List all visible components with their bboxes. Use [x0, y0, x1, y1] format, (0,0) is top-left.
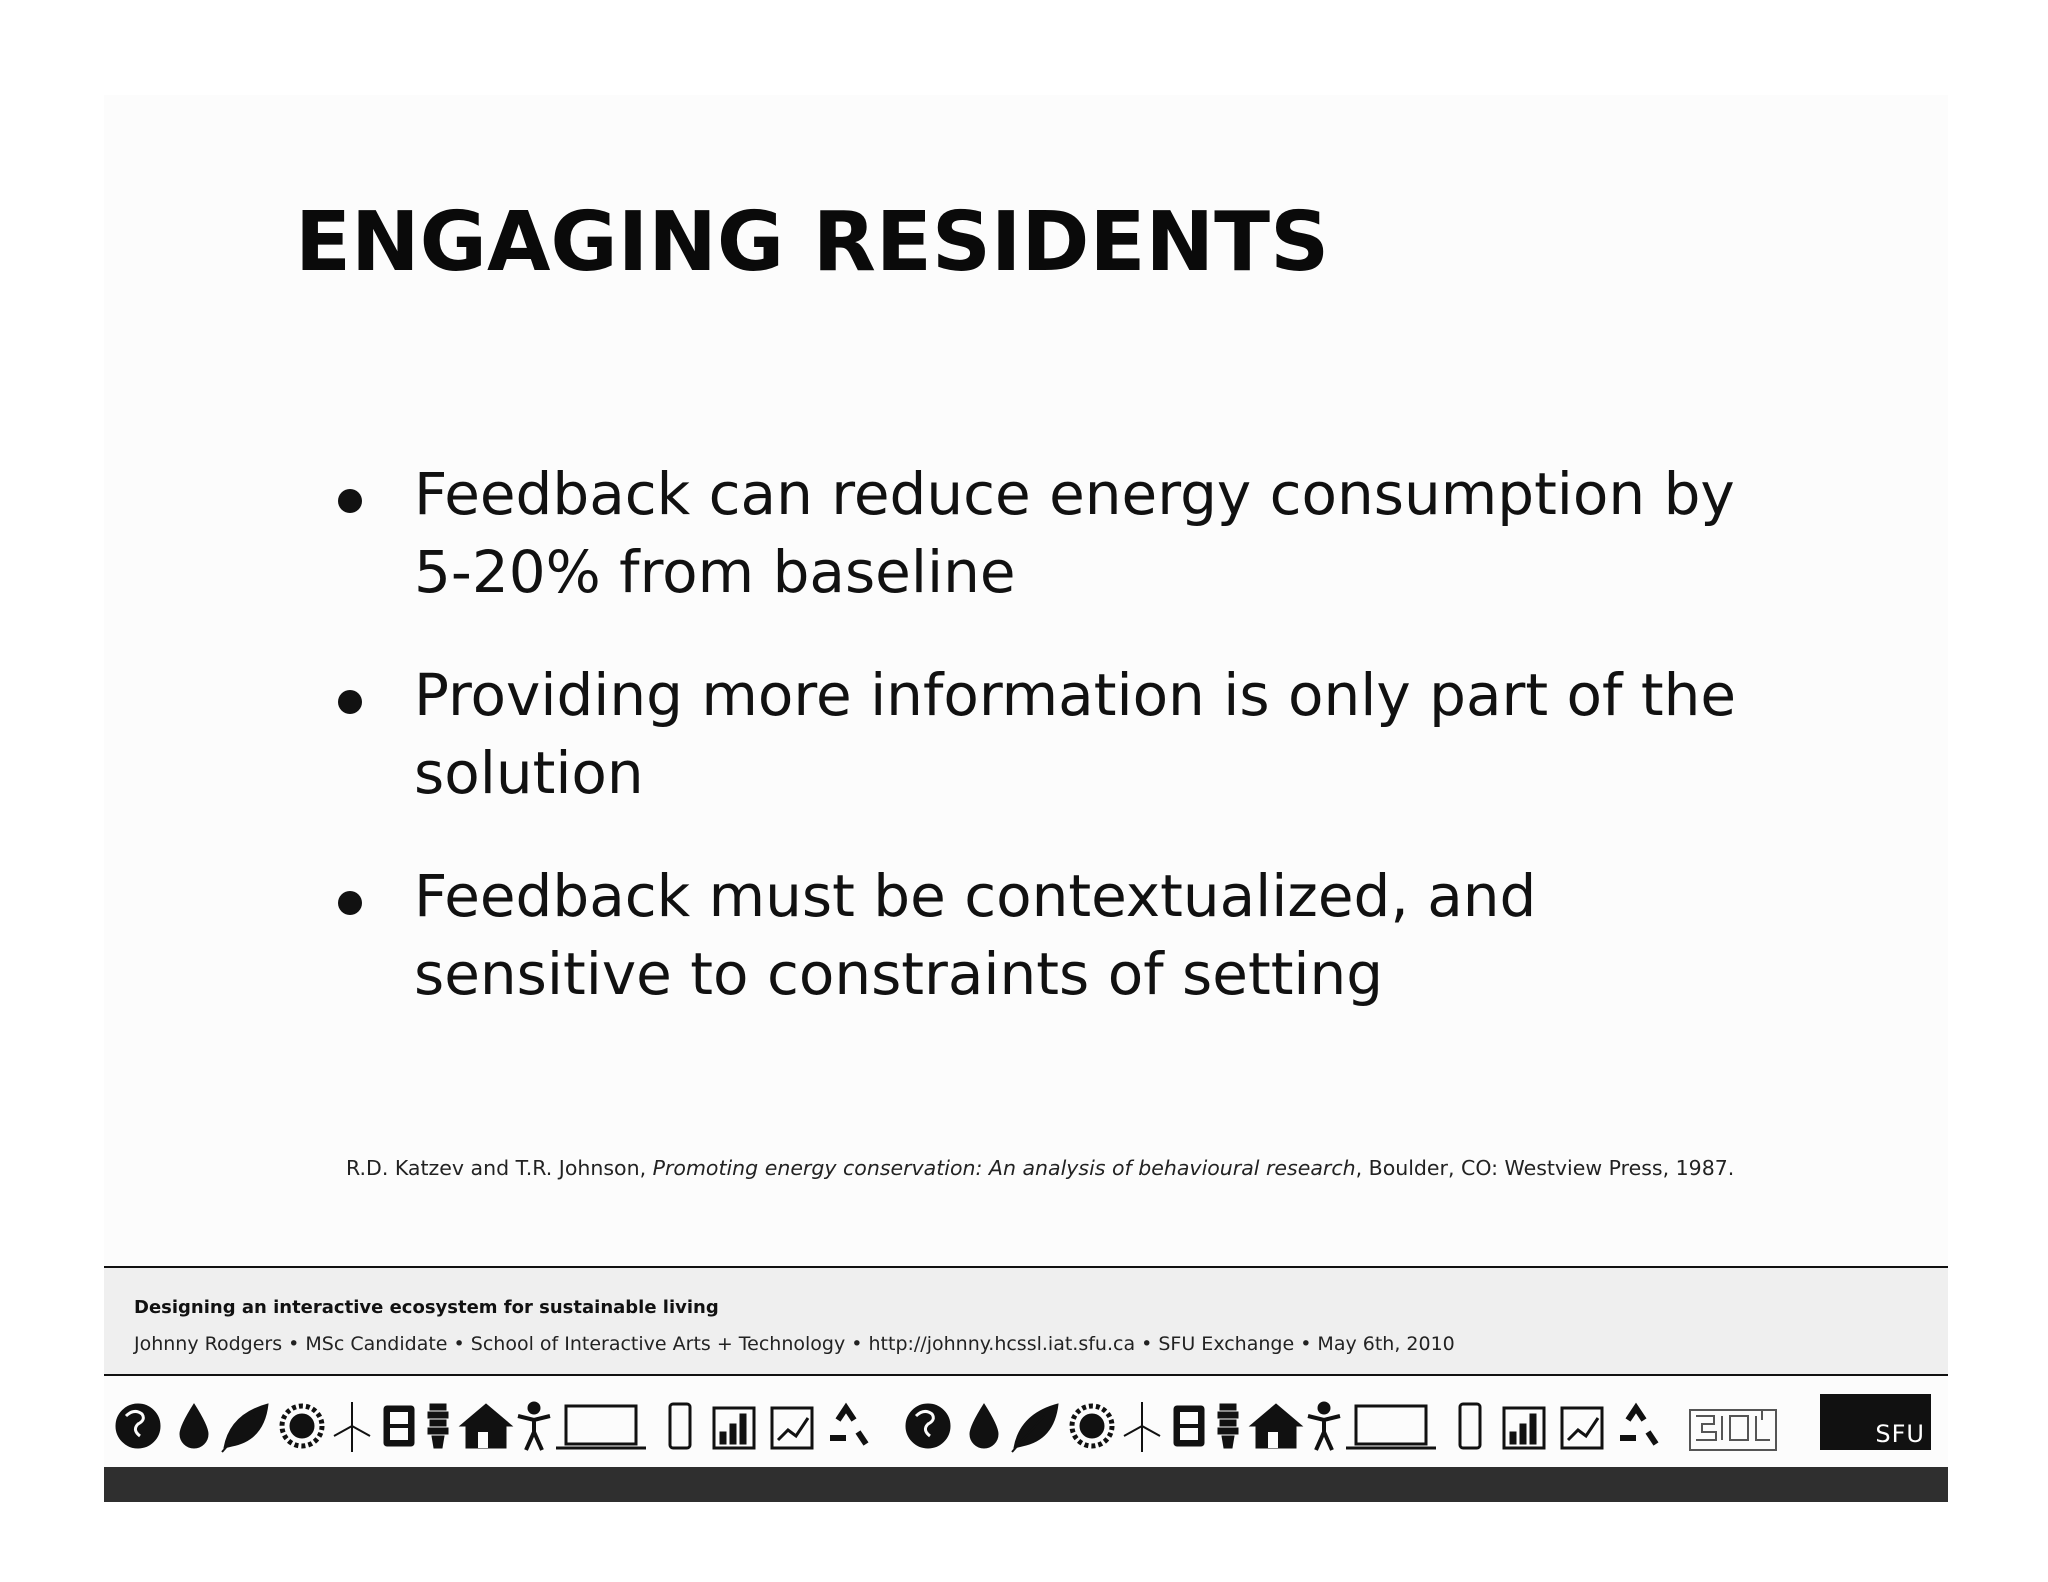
- bullet-line-1: Providing more information is only part of the: [414, 661, 1737, 729]
- bullet-line-1: Feedback must be contextualized, and: [414, 862, 1537, 930]
- sfu-logo-text: SFU: [1875, 1420, 1925, 1448]
- citation: [346, 1156, 1734, 1180]
- citation-work: Promoting energy conservation: An analysis of behavioural research: [652, 1156, 1356, 1180]
- footer-band: [104, 1266, 1948, 1376]
- bullet-dot: [338, 489, 362, 513]
- bullet-dot: [338, 891, 362, 915]
- bullet-item: [330, 656, 1750, 812]
- citation-publisher: , Boulder, CO: Westview Press, 1987.: [1355, 1156, 1735, 1180]
- bullet-line-2: sensitive to constraints of setting: [414, 940, 1384, 1008]
- footer-title: Designing an interactive ecosystem for sustainable living: [134, 1297, 719, 1318]
- bullet-line-1: Feedback can reduce energy consumption by: [414, 460, 1735, 528]
- sfu-logo: [1820, 1394, 1931, 1450]
- bullet-line-2: 5-20% from baseline: [414, 538, 1016, 606]
- footer-meta: Johnny Rodgers • MSc Candidate • School of Interactive Arts + Technology • http://johnny.hcssl.iat.sfu.ca • SFU Exchange • May 6th, 2010: [134, 1333, 1455, 1355]
- bullet-dot: [338, 690, 362, 714]
- bullet-item: [330, 455, 1750, 611]
- bottom-bar: [104, 1467, 1948, 1502]
- bullet-item: [330, 857, 1750, 1013]
- slot-wordmark: [1690, 1410, 1776, 1450]
- slide-title: ENGAGING RESIDENTS: [295, 195, 1330, 290]
- citation-authors: R.D. Katzev and T.R. Johnson,: [346, 1156, 653, 1180]
- icon-strip-graphic: [104, 1390, 1814, 1460]
- bullet-list: [330, 455, 1750, 1058]
- icon-strip: [104, 1390, 1948, 1460]
- bullet-line-2: solution: [414, 739, 644, 807]
